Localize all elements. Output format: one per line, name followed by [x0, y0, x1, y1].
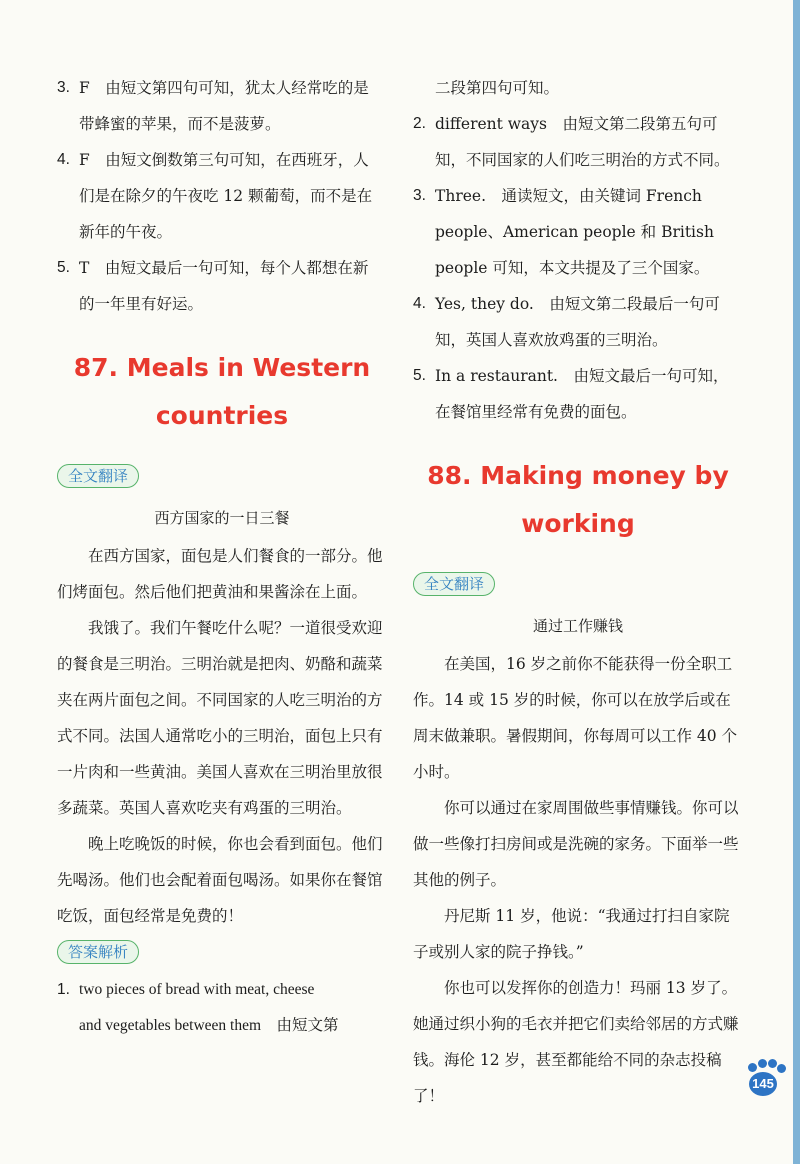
answer-item-1-cont [413, 70, 743, 106]
answer-item-4 [57, 142, 387, 250]
heading-line: countries [155, 401, 289, 430]
heading-line: working [521, 509, 635, 538]
item-line: 们是在除夕的午夜吃 12 颗葡萄，而不是在 [79, 187, 373, 205]
paw-toe-icon [777, 1064, 786, 1073]
answer-item-5 [57, 250, 387, 322]
item-line: 知，英国人喜欢放鸡蛋的三明治。 [435, 331, 668, 349]
answer-item-2 [413, 106, 743, 178]
heading-line: 87. Meals in Western [73, 353, 371, 382]
item-number: 1. [57, 981, 70, 998]
item-line: different ways 由短文第二段第五句可 [435, 115, 718, 133]
item-line: people、American people 和 British [435, 223, 714, 241]
item-line: two pieces of bread with meat, cheese [79, 981, 315, 998]
item-number: 3. [57, 79, 70, 96]
heading-line: 88. Making money by [427, 461, 729, 490]
passage-paragraph: 丹尼斯 11 岁，他说：“我通过打扫自家院子或别人家的院子挣钱。” [413, 907, 730, 961]
page-edge-strip [793, 0, 800, 1164]
passage-paragraph: 我饿了。我们午餐吃什么呢？一道很受欢迎的餐食是三明治。三明治就是把肉、奶酪和蔬菜夹在两片面包之间。不同国家的人吃三明治的方式不同。法国人通常吃小的三明治，面包上只有一片肉和一些黄油。美国人喜欢在三明治里放很多蔬菜。英国人喜欢吃夹有鸡蛋的三明治。 [57, 619, 383, 817]
section-88-heading [413, 452, 743, 548]
item-number: 4. [413, 295, 426, 312]
item-number: 3. [413, 187, 426, 204]
item-line: 在餐馆里经常有免费的面包。 [435, 403, 637, 421]
item-line: people 可知，本文共提及了三个国家。 [435, 259, 710, 277]
item-line: In a restaurant. 由短文最后一句可知， [435, 367, 729, 385]
translation-label: 全文翻译 [413, 572, 495, 596]
item-number: 5. [413, 367, 426, 384]
passage-paragraph: 你可以通过在家周围做些事情赚钱。你可以做一些像打扫房间或是洗碗的家务。下面举一些其他的例子。 [413, 799, 739, 889]
answer-item-5 [413, 358, 743, 430]
answer-label: 答案解析 [57, 940, 139, 964]
item-line: Yes, they do. 由短文第二段最后一句可 [435, 295, 720, 313]
section-87-heading [57, 344, 387, 440]
answer-item-3 [413, 178, 743, 286]
item-line: 带蜂蜜的苹果，而不是菠萝。 [79, 115, 281, 133]
answer-item-4 [413, 286, 743, 358]
item-line: 知，不同国家的人们吃三明治的方式不同。 [435, 151, 730, 169]
item-line: Three. 通读短文，由关键词 French [435, 187, 702, 205]
passage-paragraph: 你也可以发挥你的创造力！玛丽 13 岁了。她通过织小狗的毛衣并把它们卖给邻居的方式赚钱。海伦 12 岁，甚至都能给不同的杂志投稿了！ [413, 979, 739, 1105]
page-number: 145 [749, 1072, 777, 1096]
page-number-badge [745, 1058, 785, 1098]
passage-title: 西方国家的一日三餐 [154, 509, 290, 527]
item-line: T 由短文最后一句可知，每个人都想在新 [79, 259, 369, 277]
passage-paragraph: 在西方国家，面包是人们餐食的一部分。他们烤面包。然后他们把黄油和果酱涂在上面。 [57, 547, 383, 601]
paw-toe-icon [768, 1059, 777, 1068]
item-number: 5. [57, 259, 70, 276]
answer-item-3 [57, 70, 387, 142]
item-line: and vegetables between them 由短文第 [79, 1017, 339, 1034]
right-column [413, 70, 743, 1114]
left-column [57, 70, 387, 1044]
passage-paragraph: 在美国，16 岁之前你不能获得一份全职工作。14 或 15 岁的时候，你可以在放学后或在周末做兼职。暑假期间，你每周可以工作 40 个小时。 [413, 655, 738, 781]
paw-toe-icon [758, 1059, 767, 1068]
item-line: F 由短文倒数第三句可知，在西班牙，人 [79, 151, 369, 169]
item-line: 的一年里有好运。 [79, 295, 204, 313]
passage-title: 通过工作赚钱 [532, 617, 623, 635]
item-line: 新年的午夜。 [79, 223, 173, 241]
item-number: 2. [413, 115, 426, 132]
paw-toe-icon [748, 1063, 757, 1072]
passage-paragraph: 晚上吃晚饭的时候，你也会看到面包。他们先喝汤。他们也会配着面包喝汤。如果你在餐馆吃饭，面包经常是免费的！ [57, 835, 383, 925]
item-line: 二段第四句可知。 [435, 79, 560, 97]
item-number: 4. [57, 151, 70, 168]
item-line: F 由短文第四句可知，犹太人经常吃的是 [79, 79, 369, 97]
translation-label: 全文翻译 [57, 464, 139, 488]
answer-item-1 [57, 972, 387, 1044]
